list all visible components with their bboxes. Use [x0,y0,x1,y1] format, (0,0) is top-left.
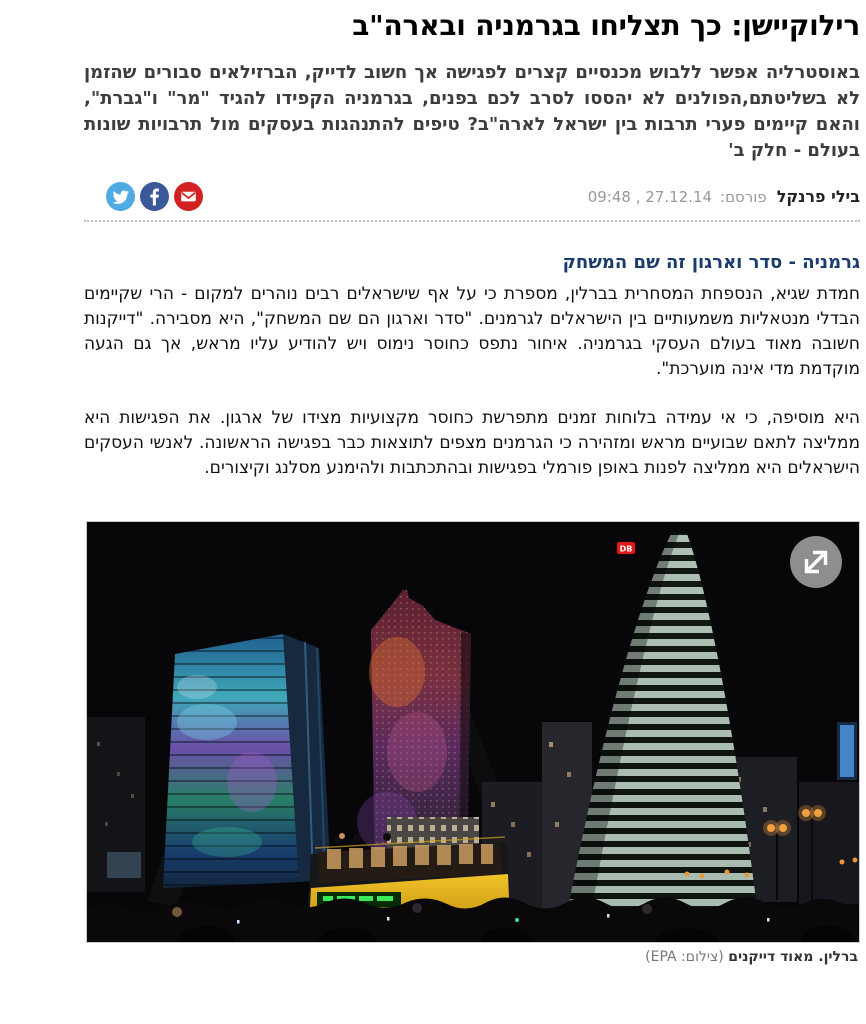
photo-caption [86,949,858,965]
article-photo[interactable] [86,521,860,943]
section-header: גרמניה - סדר וארגון זה שם המשחק [562,252,860,273]
byline-row [84,180,860,212]
byline [588,187,860,206]
article-paragraph: חמדת שגיא, הנספחת המסחרית בברלין, מספרת כי על אף שישראלים רבים נוהרים למקום - הרי שקיימים הבדלי מנטאליות משמעותיים בין הישראלים לגרמנים. "סדר וארגון הם שם המשחק", היא מסבירה. "דייקנות חשובה מאוד בעולם העסקי בגרמניה. איחור נתפס כחוסר נימוס ויש להודיע עליו מראש, אך גם הגעה מוקדמת מדי אינה מוערכת". [84,284,860,379]
caption-credit: (צילום: EPA) [645,949,724,965]
article-title: רילוקיישן: כך תצליחו בגרמניה ובארה"ב [352,9,860,42]
facebook-share-button[interactable] [140,182,169,211]
published-label: פורסם: [720,187,767,206]
caption-title: ברלין. מאוד דייקנים [728,949,858,965]
published-time: 27.12.14 , 09:48 [587,187,713,206]
email-share-button[interactable] [174,182,203,211]
svg-text:DB: DB [619,544,633,554]
email-icon [174,182,203,211]
article-paragraph: היא מוסיפה, כי אי עמידה בלוחות זמנים מתפרשת כחוסר מקצועיות מצידו של ארגון. את הפגישות היא ממליצה לתאם שבועיים מראש ומזהירה כי הגרמנים מצפים לתוצאות כבר בפגישה הראשונה. לאנשי העסקים הישראלים היא ממליצה לפנות באופן פורמלי בפגישות ובהתכתבות ולהימנע מסלנג וקיצורים. [84,408,860,478]
expand-icon [789,535,843,589]
twitter-icon [106,182,135,211]
twitter-share-button[interactable] [106,182,135,211]
dotted-separator [84,220,860,222]
facebook-icon [140,182,169,211]
share-icons [106,182,203,211]
expand-button[interactable] [789,535,843,589]
photo-scene [87,522,859,942]
author-name: בילי פרנקל [776,186,860,206]
article-subtitle: באוסטרליה אפשר ללבוש מכנסיים קצרים לפגישה אך חשוב לדייק, הברזילאים סבורים שהזמן לא בשליטתם,הפולנים לא יהססו לסרב לכם בפנים, בגרמניה הקפידו להגיד "מר" ו"גברת", והאם קיימים פערי תרבות בין ישראל לארה"ב? טיפים להתנהגות בעסקים מול תרבויות שונות בעולם - חלק ב' [84,62,860,161]
